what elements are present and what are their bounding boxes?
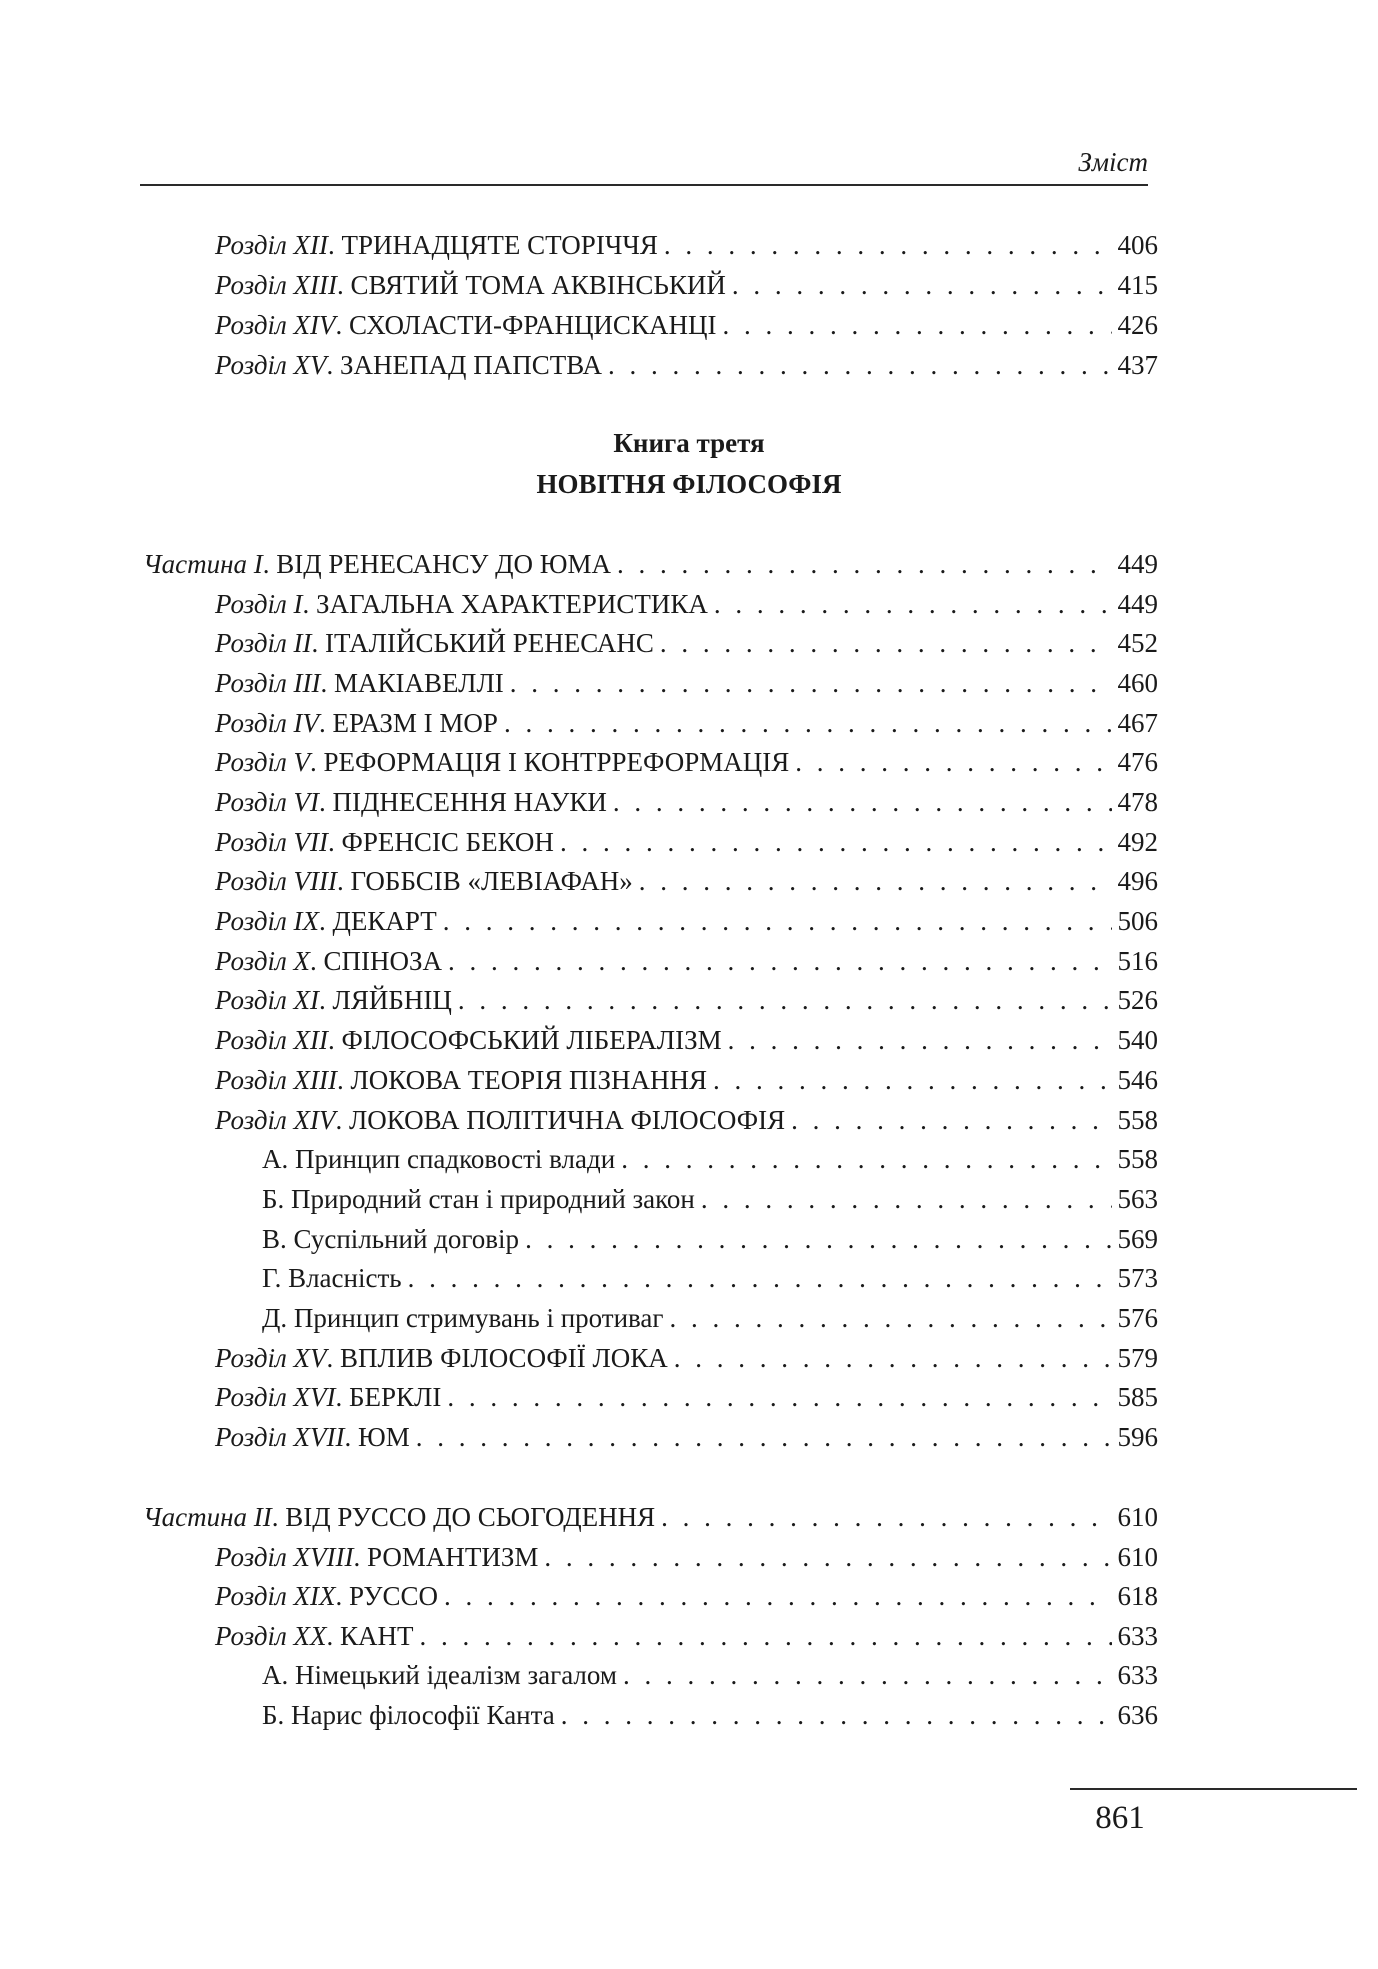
dot-leader [617,544,1111,584]
entry-title: ВПЛИВ ФІЛОСОФІЇ ЛОКА [340,1342,668,1373]
entry-prefix-separator: . [310,747,324,778]
entry-page-number: 610 [1117,1541,1158,1572]
toc-entry-chapter [215,782,1158,822]
entry-page-number: 476 [1117,747,1158,778]
entry-prefix-separator: . [319,707,333,738]
dot-leader [674,1338,1112,1378]
entry-page-number: 596 [1117,1421,1158,1452]
toc-entry-section [262,1139,1158,1179]
entry-prefix: Розділ III [215,668,321,699]
entry-prefix: Розділ XII [215,230,328,260]
entry-title: ЕРАЗМ І МОР [332,707,498,738]
entry-title: ФІЛОСОФСЬКИЙ ЛІБЕРАЛІЗМ [341,1025,722,1056]
dot-leader [722,305,1111,345]
entry-prefix-separator: . [320,668,334,699]
entry-page-number: 576 [1117,1302,1158,1333]
entry-page-number: 478 [1117,787,1158,818]
entry-page-number: 426 [1117,310,1158,340]
entry-title: А. Німецький ідеалізм загалом [262,1660,617,1691]
dot-leader [728,1020,1112,1060]
entry-page-number: 526 [1117,985,1158,1016]
toc-entry-section [262,1298,1158,1338]
entry-prefix-separator: . [262,549,277,579]
toc-entry-chapter [215,1060,1158,1100]
entry-prefix: Розділ XX [215,1620,327,1651]
entry-page-number: 573 [1117,1263,1158,1294]
dot-leader [408,1258,1112,1298]
entry-prefix-separator: . [344,1421,358,1452]
running-head: Зміст [140,140,1148,186]
dot-leader [639,861,1112,901]
entry-prefix: Розділ XV [215,350,327,380]
entry-prefix: Розділ XIX [215,1581,336,1612]
entry-prefix: Частина II [143,1502,272,1532]
dot-leader [448,941,1111,981]
toc-entry-section [262,1695,1158,1735]
entry-title: Г. Власність [262,1263,402,1294]
toc-entry-section [262,1655,1158,1695]
dot-leader [504,703,1112,743]
toc-entry-chapter [215,1020,1158,1060]
entry-title: ЛОКОВА ТЕОРІЯ ПІЗНАННЯ [350,1064,707,1095]
dot-leader [795,742,1111,782]
entry-title: СВЯТИЙ ТОМА АКВІНСЬКИЙ [350,270,726,300]
entry-prefix-separator: . [311,628,326,659]
entry-prefix-separator: . [328,1025,342,1056]
entry-prefix: Розділ VIII [215,866,337,897]
entry-page-number: 506 [1117,906,1158,937]
entry-page-number: 558 [1117,1104,1158,1135]
entry-title: Б. Природний стан і природний закон [262,1183,695,1214]
entry-title: КАНТ [340,1620,414,1651]
entry-prefix-separator: . [326,1620,341,1651]
toc-entry-chapter [215,1417,1158,1457]
dot-leader [791,1100,1111,1140]
dot-leader [447,1377,1111,1417]
dot-leader [444,1576,1112,1616]
dot-leader [608,345,1112,385]
entry-prefix-separator: . [319,906,333,937]
entry-title: А. Принцип спадковості влади [262,1144,616,1175]
entry-prefix: Розділ XIII [215,1064,337,1095]
entry-page-number: 563 [1117,1183,1158,1214]
entry-prefix: Розділ VII [215,826,328,857]
entry-title: РЕФОРМАЦІЯ І КОНТРРЕФОРМАЦІЯ [323,747,790,778]
entry-prefix-separator: . [326,1342,341,1373]
toc-entry-chapter [215,1616,1158,1656]
entry-prefix: Розділ XVII [215,1421,345,1452]
entry-title: Б. Нарис філософії Канта [262,1700,555,1730]
dot-leader [458,980,1112,1020]
entry-prefix-separator: . [271,1502,286,1532]
entry-prefix: Розділ XIII [215,270,337,300]
entry-page-number: 467 [1117,707,1158,738]
dot-leader [525,1219,1111,1259]
entry-title: БЕРКЛІ [349,1382,442,1413]
dot-leader [420,1616,1112,1656]
toc-entry-chapter [215,901,1158,941]
folio-rule [1070,1788,1357,1790]
entry-prefix: Розділ VI [215,787,320,818]
dot-leader [510,663,1112,703]
entry-title: РУССО [349,1581,438,1612]
entry-prefix-separator: . [328,230,342,260]
dot-leader [560,822,1112,862]
toc-entry-chapter [215,1377,1158,1417]
dot-leader [623,1655,1112,1695]
entry-title: ВІД РУССО ДО СЬОГОДЕННЯ [285,1502,656,1532]
entry-prefix: Розділ V [215,747,311,778]
entry-prefix-separator: . [319,985,333,1016]
entry-prefix-separator: . [335,1382,349,1413]
entry-prefix: Частина I [143,549,263,579]
dot-leader [613,782,1112,822]
entry-prefix-separator: . [335,1581,349,1612]
entry-prefix-separator: . [337,270,351,300]
toc-entry-section [262,1179,1158,1219]
entry-prefix-separator: . [310,945,324,976]
page-number: 861 [1095,1800,1145,1836]
toc-entry-chapter [215,305,1158,345]
entry-prefix-separator: . [326,350,341,380]
toc-entry-chapter [215,1537,1158,1577]
entry-prefix: Розділ XII [215,1025,328,1056]
entry-prefix: Розділ XIV [215,1104,336,1135]
entry-title: ДЕКАРТ [332,906,437,937]
entry-page-number: 618 [1117,1581,1158,1612]
entry-prefix: Розділ XVIII [215,1541,354,1572]
entry-prefix: Розділ II [215,628,312,659]
toc-entry-chapter [215,861,1158,901]
dot-leader [621,1139,1111,1179]
entry-title: В. Суспільний договір [262,1223,520,1254]
entry-title: ЛЯЙБНІЦ [332,985,452,1016]
toc-entry-chapter [215,1338,1158,1378]
entry-page-number: 546 [1117,1064,1158,1095]
dot-leader [416,1417,1112,1457]
entry-prefix: Розділ XIV [215,310,336,340]
entry-page-number: 516 [1117,945,1158,976]
dot-leader [670,1298,1112,1338]
entry-prefix-separator: . [337,1064,351,1095]
dot-leader [714,584,1112,624]
dot-leader [544,1537,1111,1577]
toc-entry-chapter [215,742,1158,782]
entry-page-number: 540 [1117,1025,1158,1056]
toc-entry-chapter [215,980,1158,1020]
entry-title: МАКІАВЕЛЛІ [334,668,504,699]
entry-title: ІТАЛІЙСЬКИЙ РЕНЕСАНС [325,628,654,659]
toc-entry-chapter [215,623,1158,663]
entry-page-number: 610 [1117,1502,1158,1532]
dot-leader [701,1179,1112,1219]
entry-title: ЛОКОВА ПОЛІТИЧНА ФІЛОСОФІЯ [349,1104,786,1135]
entry-prefix-separator: . [335,310,349,340]
toc-entry-chapter [215,703,1158,743]
dot-leader [713,1060,1112,1100]
entry-prefix: Розділ I [215,588,303,619]
entry-prefix: Розділ X [215,945,311,976]
entry-page-number: 633 [1117,1660,1158,1691]
entry-page-number: 415 [1117,270,1158,300]
entry-title: ЗАГАЛЬНА ХАРАКТЕРИСТИКА [316,588,708,619]
dot-leader [660,623,1112,663]
entry-title: ТРИНАДЦЯТЕ СТОРІЧЧЯ [341,230,658,260]
entry-title: СХОЛАСТИ-ФРАНЦИСКАНЦІ [349,310,717,340]
toc-entry-chapter [215,941,1158,981]
entry-page-number: 579 [1117,1342,1158,1373]
dot-leader [664,225,1112,265]
toc-entry-chapter [215,663,1158,703]
entry-page-number: 496 [1117,866,1158,897]
entry-page-number: 558 [1117,1144,1158,1175]
entry-page-number: 585 [1117,1382,1158,1413]
toc-entry-section [262,1258,1158,1298]
entry-prefix-separator: . [353,1541,367,1572]
toc-entry-chapter [215,1576,1158,1616]
entry-title: ЮМ [358,1421,410,1452]
entry-page-number: 449 [1117,588,1158,619]
entry-title: ГОББСІВ «ЛЕВІАФАН» [350,866,633,897]
toc-entry-chapter [215,265,1158,305]
entry-prefix-separator: . [328,826,342,857]
entry-page-number: 437 [1117,350,1158,380]
entry-page-number: 636 [1117,1700,1158,1730]
toc-entry-chapter [215,225,1158,265]
toc-entry-chapter [215,584,1158,624]
book-number-heading: Книга третя [613,428,765,458]
toc-entry-section [262,1219,1158,1259]
entry-title: ПІДНЕСЕННЯ НАУКИ [332,787,607,818]
toc-entry-chapter [215,345,1158,385]
entry-title: ЗАНЕПАД ПАПСТВА [340,350,602,380]
entry-title: Д. Принцип стримувань і противаг [262,1302,664,1333]
dot-leader [561,1695,1112,1735]
entry-page-number: 406 [1117,230,1158,260]
entry-page-number: 460 [1117,668,1158,699]
entry-prefix: Розділ XI [215,985,320,1016]
toc-entry-part [143,1497,1158,1537]
toc-entry-chapter [215,1100,1158,1140]
toc-entry-part [143,544,1158,584]
entry-title: СПІНОЗА [323,945,443,976]
entry-title: ФРЕНСІС БЕКОН [341,826,554,857]
entry-prefix: Розділ IV [215,707,320,738]
entry-page-number: 569 [1117,1223,1158,1254]
book-title-heading: НОВІТНЯ ФІЛОСОФІЯ [536,469,842,499]
entry-title: ВІД РЕНЕСАНСУ ДО ЮМА [276,549,612,579]
entry-page-number: 449 [1117,549,1158,579]
entry-prefix: Розділ XVI [215,1382,336,1413]
dot-leader [443,901,1112,941]
entry-page-number: 452 [1117,628,1158,659]
entry-prefix-separator: . [335,1104,349,1135]
entry-prefix-separator: . [337,866,351,897]
toc-entry-chapter [215,822,1158,862]
entry-page-number: 492 [1117,826,1158,857]
entry-page-number: 633 [1117,1620,1158,1651]
entry-title: РОМАНТИЗМ [366,1541,539,1572]
entry-prefix: Розділ XV [215,1342,327,1373]
dot-leader [661,1497,1111,1537]
entry-prefix: Розділ IX [215,906,320,937]
entry-prefix-separator: . [319,787,333,818]
entry-prefix-separator: . [302,588,317,619]
dot-leader [732,265,1112,305]
